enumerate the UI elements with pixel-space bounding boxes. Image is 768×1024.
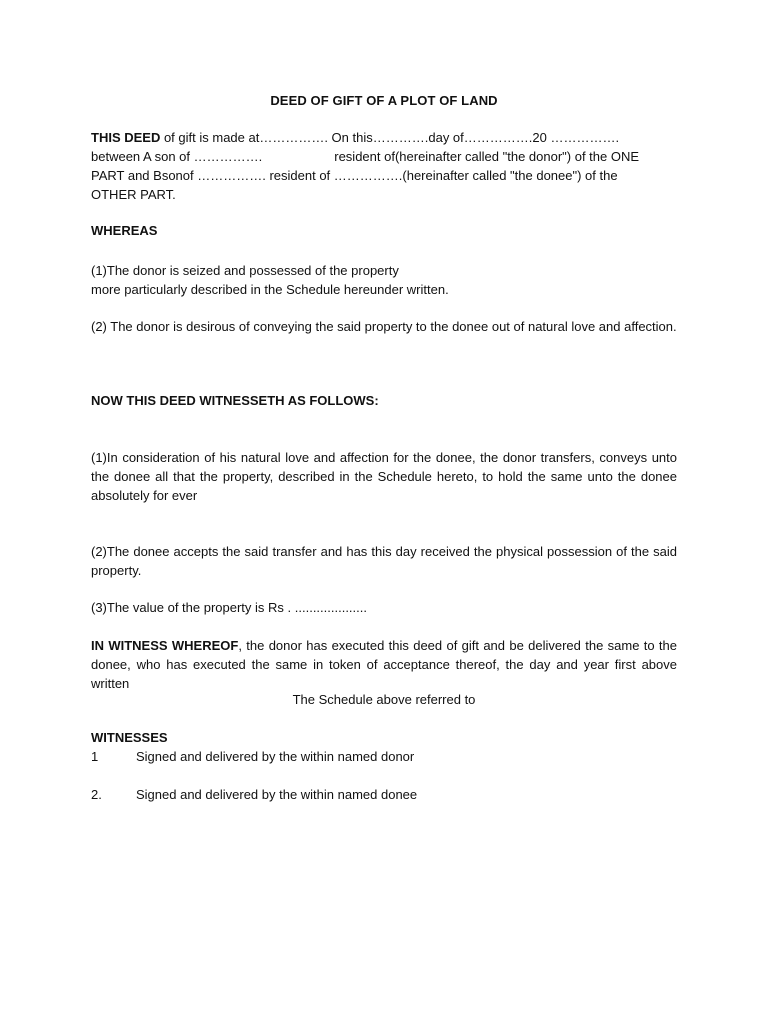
witness-item-text: Signed and delivered by the within named donor <box>136 749 415 764</box>
intro-line2b: resident of(hereinafter called "the donor") of the ONE <box>334 149 640 164</box>
witness-item <box>91 749 677 768</box>
intro-paragraph <box>91 128 677 204</box>
intro-lead: THIS DEED <box>91 130 161 145</box>
witness-item-text: Signed and delivered by the within named donee <box>136 787 418 802</box>
whereas-heading: WHEREAS <box>91 223 158 238</box>
operative-clause-2: (2)The donee accepts the said transfer and has this day received the physical possession of the said property. <box>91 544 677 578</box>
document-title: DEED OF GIFT OF A PLOT OF LAND <box>270 93 498 108</box>
intro-line3: PART and Bsonof ……………. resident of …………….(hereinafter called "the donee") of the <box>91 168 618 183</box>
witness-item-number: 1 <box>91 749 99 764</box>
witnesseth-heading: NOW THIS DEED WITNESSETH AS FOLLOWS: <box>91 393 379 408</box>
in-witness-paragraph <box>91 636 677 693</box>
witness-item <box>91 787 677 806</box>
whereas-clause-1-line1: (1)The donor is seized and possessed of the property <box>91 263 399 278</box>
witness-item-number: 2. <box>91 787 102 802</box>
witnesses-heading: WITNESSES <box>91 730 168 745</box>
whereas-clause-2: (2) The donor is desirous of conveying the said property to the donee out of natural love and affection. <box>91 319 677 334</box>
in-witness-rest: , the donor has executed this deed of gift and be delivered the same to the donee, who has executed the same in token of acceptance thereof, the day and year first above written <box>91 638 677 691</box>
in-witness-lead: IN WITNESS WHEREOF <box>91 638 239 653</box>
whereas-clause-1-line2: more particularly described in the Schedule hereunder written. <box>91 282 449 297</box>
whereas-clause-1 <box>91 261 677 299</box>
intro-line1-rest: of gift is made at……………. On this………….day of…………….20 ……………. <box>160 130 620 145</box>
operative-clause-3: (3)The value of the property is Rs . .................... <box>91 600 367 615</box>
operative-clause-1: (1)In consideration of his natural love and affection for the donee, the donor transfers, conveys unto the donee all that the property, described in the Schedule hereto, to hold the same unto the donee absolutely for ever <box>91 450 677 503</box>
intro-line4: OTHER PART. <box>91 187 176 202</box>
intro-line2a: between A son of ……………. <box>91 149 263 164</box>
schedule-line: The Schedule above referred to <box>292 692 476 707</box>
